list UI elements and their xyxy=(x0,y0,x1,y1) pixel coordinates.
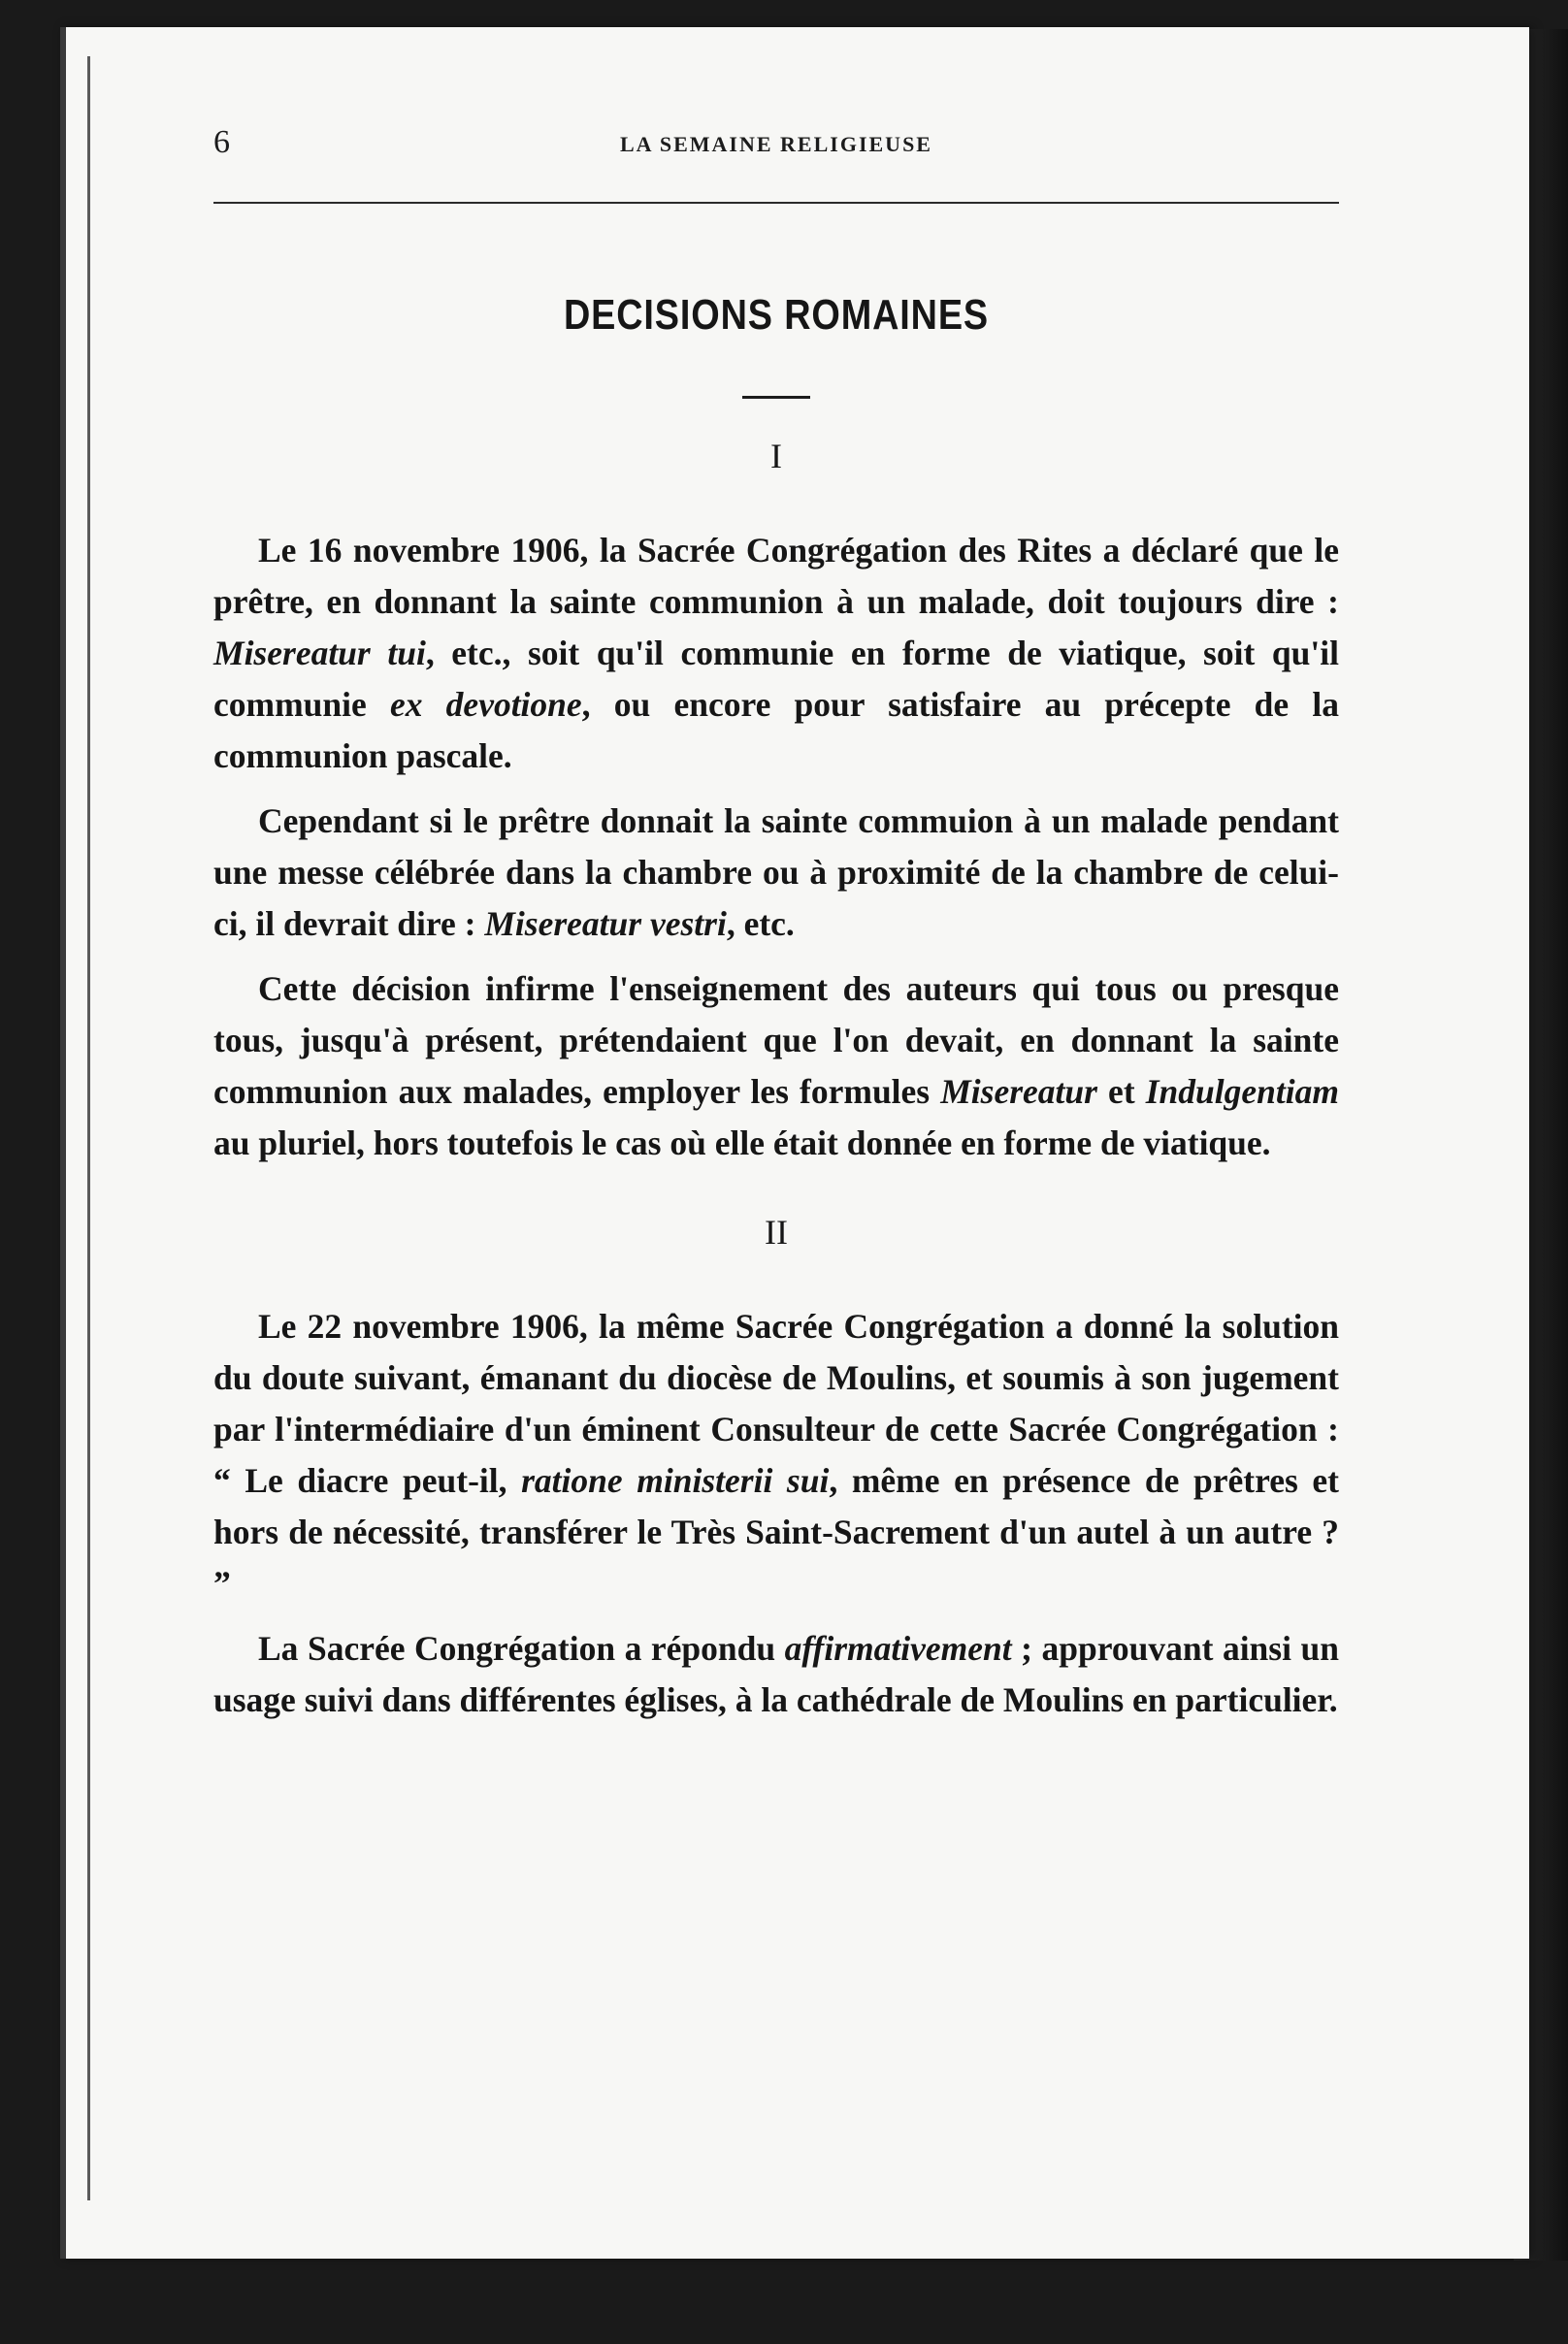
running-title: LA SEMAINE RELIGIEUSE xyxy=(620,132,932,156)
article xyxy=(213,291,1339,1740)
running-header xyxy=(213,124,1339,163)
article-title: DECISIONS ROMAINES xyxy=(563,291,990,339)
section-numeral-2: II xyxy=(765,1213,788,1252)
paragraph-1-2: Cependant si le prêtre donnait la sainte commuion à un malade pendant une messe célébrée dans la chambre ou à proximité de la chambre de celui-ci, il devrait dire : Misereatur vestri, etc. xyxy=(213,801,1339,943)
paragraph-1-3: Cette décision infirme l'enseignement des auteurs qui tous ou presque tous, jusqu'à présent, prétendaient que l'on devait, en donnant la sainte communion aux malades, employer les formules Misereatur et Indulgentiam au pluriel, hors toutefois le cas où elle était donnée en forme de viatique. xyxy=(213,969,1339,1162)
paragraph-2-2: La Sacrée Congrégation a répondu affirmativement ; approuvant ainsi un usage suivi dans différentes églises, à la cathédrale de Moulins en particulier. xyxy=(213,1629,1339,1719)
title-divider xyxy=(742,396,810,399)
page-number: 6 xyxy=(213,124,230,160)
paragraph-1-1: Le 16 novembre 1906, la Sacrée Congrégation des Rites a déclaré que le prêtre, en donnant la sainte communion à un malade, doit toujours dire : Misereatur tui, etc., soit qu'il communie en forme de viatique, soit qu'il communie ex devotione, ou encore pour satisfaire au précepte de la communion pascale. xyxy=(213,531,1339,775)
header-rule xyxy=(213,202,1339,204)
binding-shadow xyxy=(87,56,90,2200)
section-numeral-1: I xyxy=(770,437,782,475)
paragraph-2-1: Le 22 novembre 1906, la même Sacrée Congrégation a donné la solution du doute suivant, émanant du diocèse de Moulins, et soumis à son jugement par l'intermédiaire d'un éminent Consulteur de cette Sacrée Congrégation : “ Le diacre peut-il, ratione ministerii sui, même en présence de prêtres et hors de nécessité, transférer le Très Saint-Sacrement d'un autel à un autre ? ” xyxy=(213,1307,1339,1603)
